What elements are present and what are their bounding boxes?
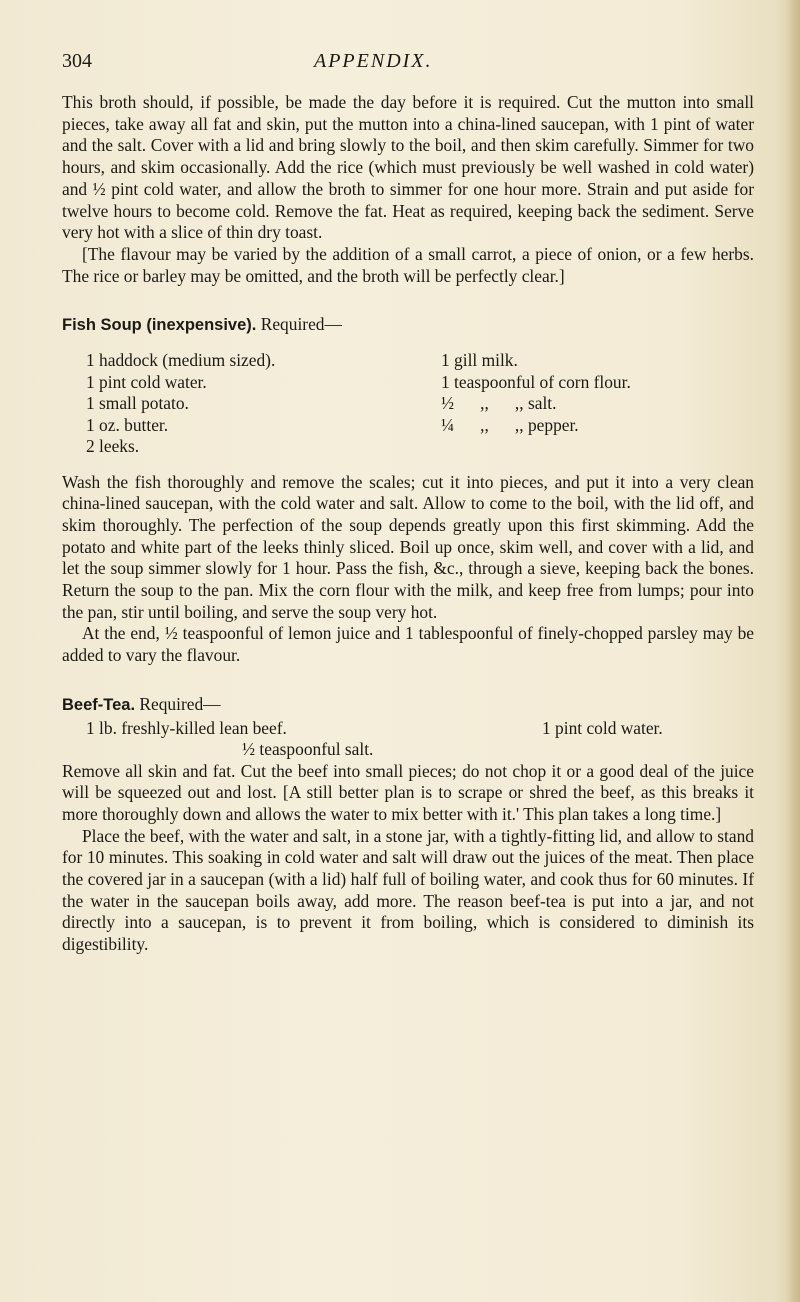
fish-soup-title: Fish Soup (inexpensive).	[62, 316, 257, 335]
ingredient-item: 2 leeks.	[86, 436, 140, 457]
ingredient-item: 1 lb. freshly-killed lean beef.	[86, 717, 287, 738]
beef-tea-title: Beef-Tea.	[62, 695, 136, 714]
beef-tea-heading	[62, 694, 754, 717]
ingredient-row	[86, 415, 746, 437]
fish-soup-method: Wash the fish thoroughly and remove the scales; cut it into pieces, and put it into a very clean china-lined saucepan, with the cold water and salt. Allow to come to the boil, with the lid off, and skim thoroughly. The perfection of the soup depends greatly upon this first skimming. Add the potato and white part of the leeks thinly sliced. Boil up once, skim well, and cover with a lid, and let the soup simmer slowly for 1 hour. Pass the fish, &c., through a sieve, keeping back the bones. Return the soup to the pan. Mix the corn flour with the milk, and keep free from lumps; pour into the pan, stir until boiling, and serve the soup very hot.	[62, 471, 754, 622]
ingredient-item: 1 pint cold water.	[542, 717, 663, 738]
page-body	[62, 92, 754, 956]
ingredient-item: 1 haddock (medium sized).	[86, 350, 276, 371]
page-number: 304	[62, 50, 92, 72]
running-head: APPENDIX.	[314, 50, 433, 72]
ingredient-item: 1 oz. butter.	[86, 414, 169, 435]
beef-tea-required: Required—	[139, 693, 221, 714]
ingredient-item: 1 gill milk.	[441, 350, 518, 371]
ingredient-item: 1 pint cold water.	[86, 371, 207, 392]
fish-soup-ingredients	[86, 350, 746, 458]
page-header	[62, 50, 752, 80]
fish-soup-heading	[62, 314, 754, 337]
ingredient-item: ½ teaspoonful salt.	[242, 739, 374, 760]
beef-tea-ingredients	[86, 718, 746, 761]
broth-note-paragraph: [The flavour may be varied by the addition of a small carrot, a piece of onion, or a few herbs. The rice or barley may be omitted, and the broth will be perfectly clear.]	[62, 243, 754, 286]
ingredient-item: 1 teaspoonful of corn flour.	[441, 371, 631, 392]
ingredient-item: 1 small potato.	[86, 393, 189, 414]
beef-tea-cooking: Place the beef, with the water and salt, in a stone jar, with a tightly-fitting lid, and allow to stand for 10 minutes. This soaking in cold water and salt will draw out the juices of the meat. Then place the covered jar in a saucepan (with a lid) half full of boiling water, and cook thus for 60 minutes. If the water in the saucepan boils away, add more. The reason beef-tea is put into a jar, and not directly into a saucepan, is to prevent it from boiling, which is considered to diminish its digestibility.	[62, 825, 754, 955]
ingredient-row	[86, 372, 746, 394]
fish-soup-required: Required—	[260, 314, 342, 335]
page-edge-shadow	[786, 0, 800, 1302]
ingredient-row	[86, 739, 746, 761]
ingredient-row	[86, 350, 746, 372]
ingredient-row	[86, 718, 746, 740]
fish-soup-variation: At the end, ½ teaspoonful of lemon juice and 1 tablespoonful of finely-chopped parsley may be added to vary the flavour.	[62, 623, 754, 666]
ingredient-row	[86, 436, 746, 458]
beef-tea-method: Remove all skin and fat. Cut the beef into small pieces; do not chop it or a good deal of the juice will be squeezed out and lost. [A still better plan is to scrape or shred the beef, as this breaks it more thoroughly down and allows the water to mix better with it.' This plan takes a long time.]	[62, 760, 754, 824]
broth-paragraph: This broth should, if possible, be made the day before it is required. Cut the mutton into small pieces, take away all fat and skin, put the mutton into a china-lined saucepan, with 1 pint of water and the salt. Cover with a lid and bring slowly to the boil, and then skim carefully. Simmer for two hours, and skim occasionally. Add the rice (which must previously be well washed in cold water) and ½ pint cold water, and allow the broth to simmer for one hour more. Strain and put aside for twelve hours to become cold. Remove the fat. Heat as required, keeping back the sediment. Serve very hot with a slice of thin dry toast.	[62, 92, 754, 243]
ingredient-item: ½ ,, ,, salt.	[441, 393, 557, 414]
ingredient-item: ¼ ,, ,, pepper.	[441, 414, 579, 435]
ingredient-row	[86, 393, 746, 415]
